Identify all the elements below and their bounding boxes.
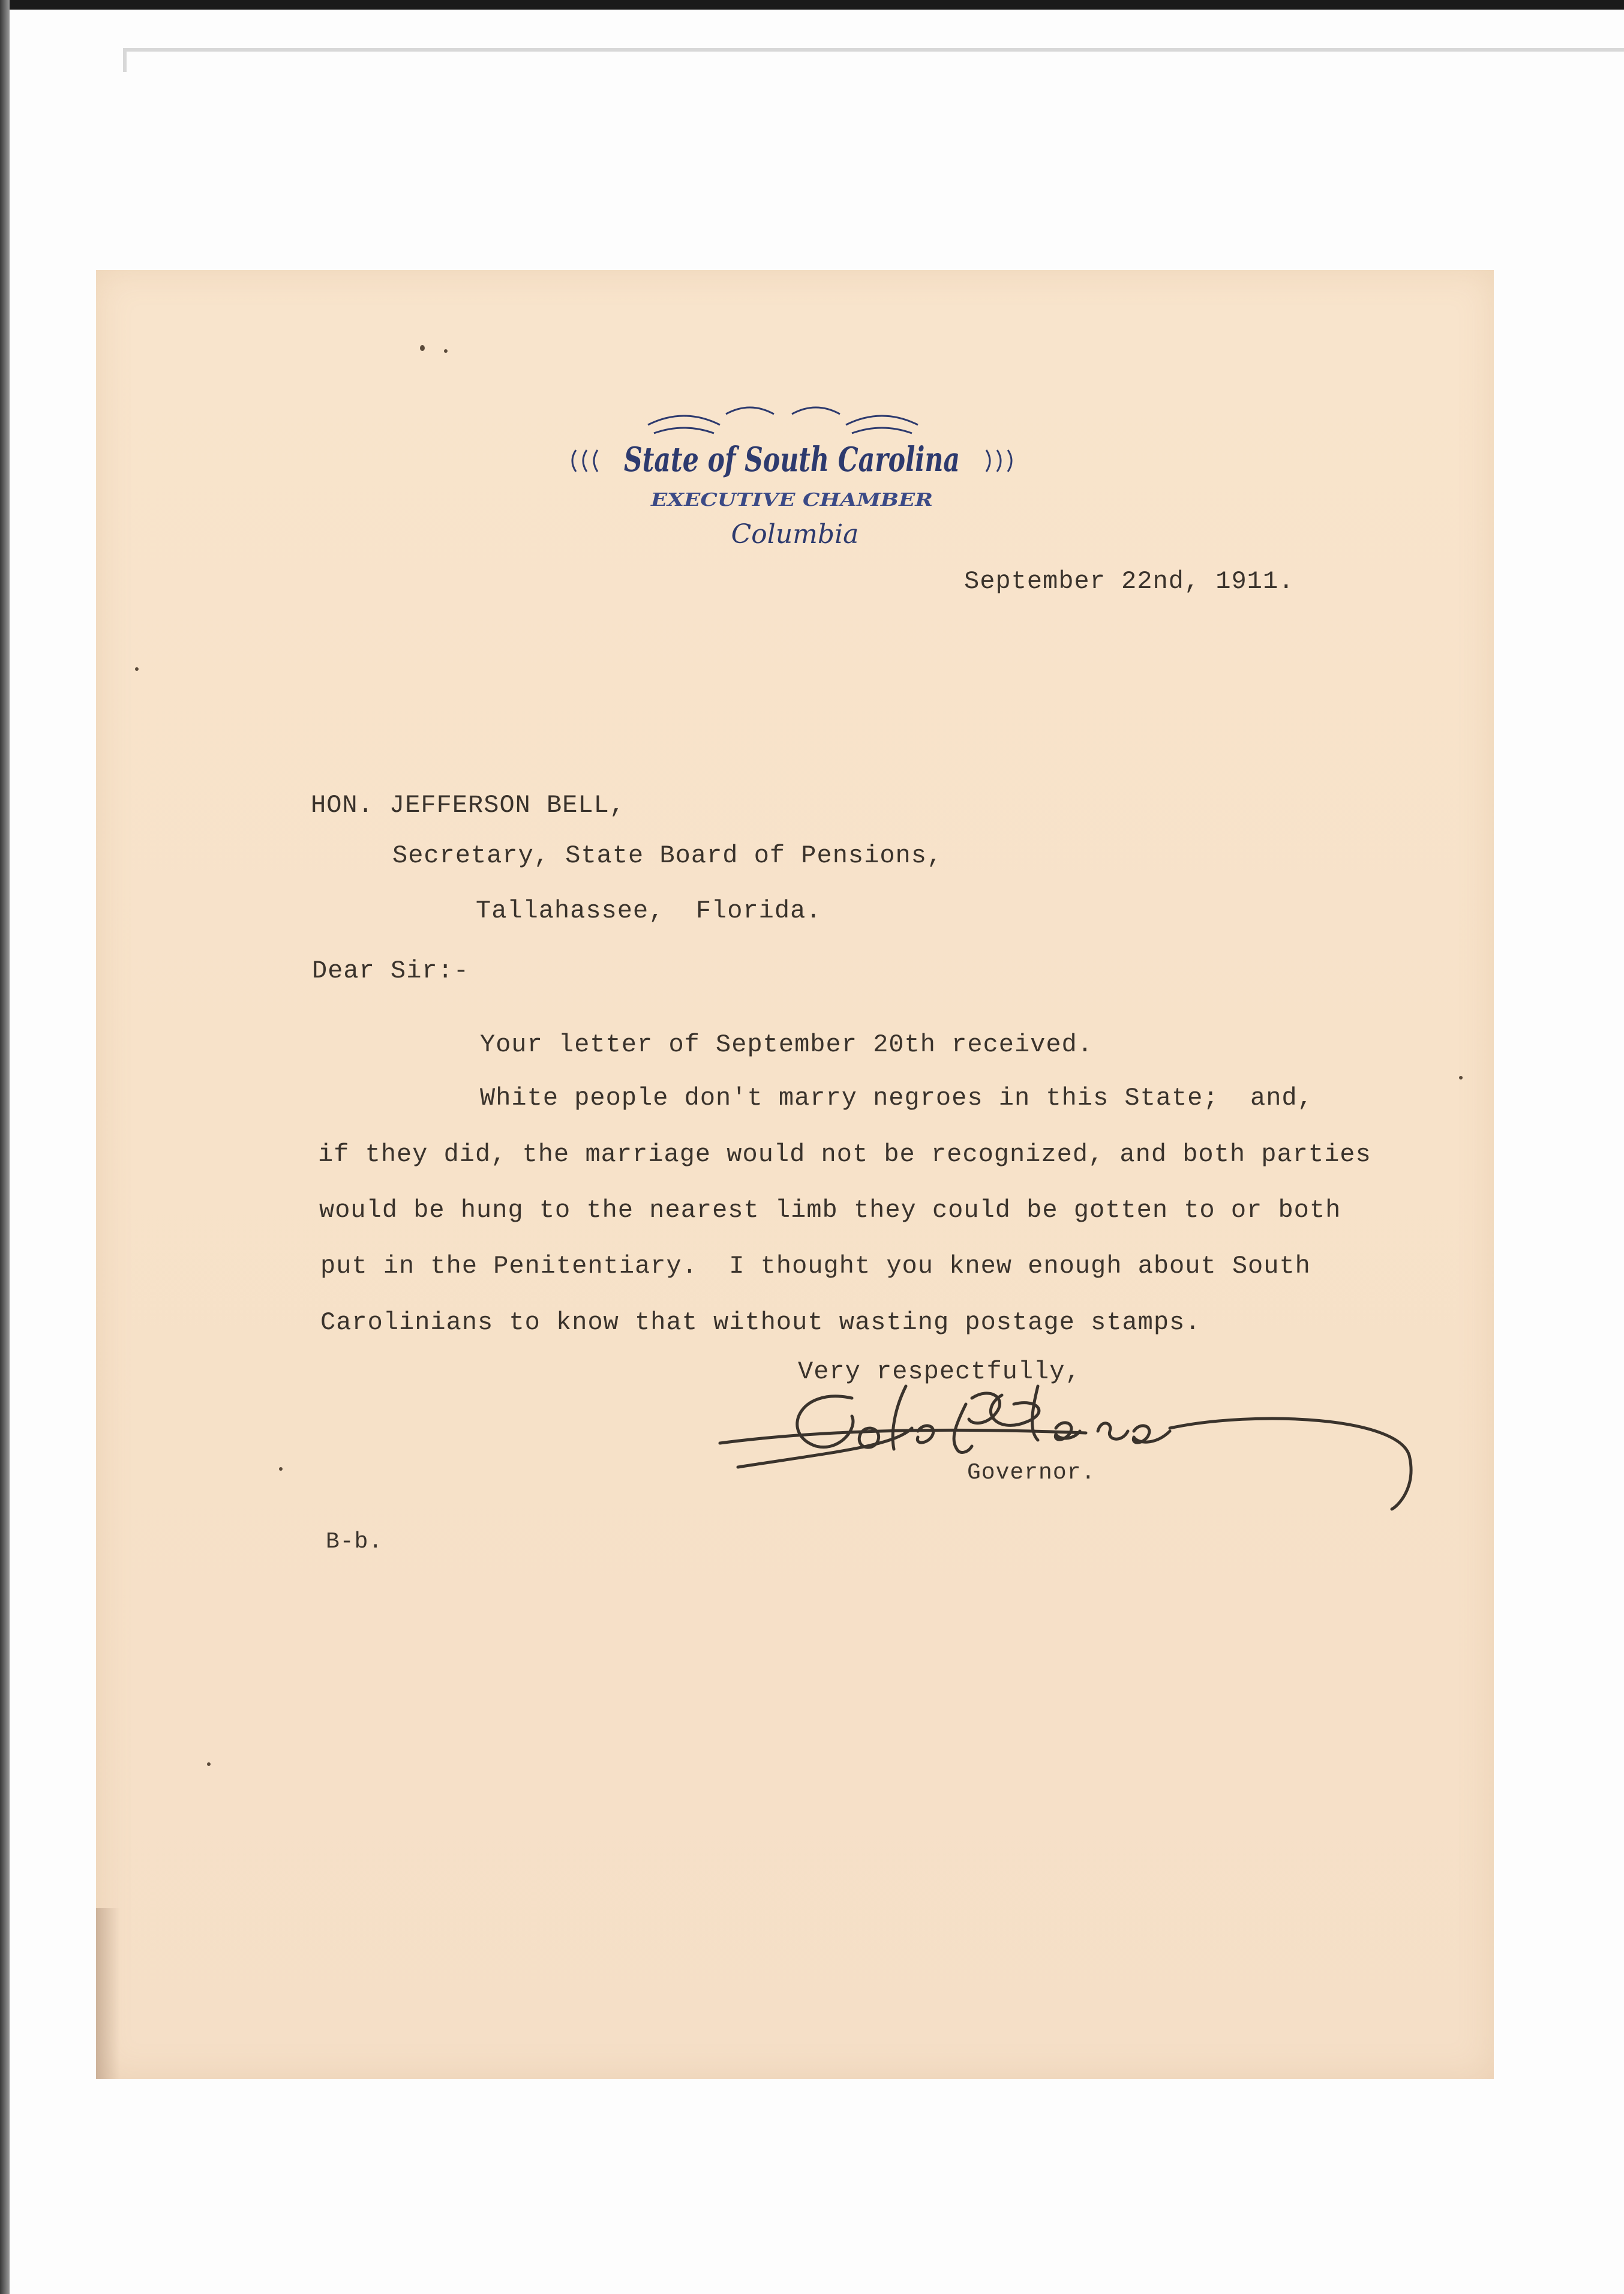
salutation: Dear Sir:- <box>312 956 470 985</box>
paper-speck <box>1459 1076 1463 1079</box>
letter-date: September 22nd, 1911. <box>964 567 1295 596</box>
body-line: Your letter of September 20th received. <box>480 1030 1093 1059</box>
recipient-name: HON. JEFFERSON BELL, <box>311 791 626 820</box>
letterhead-chamber-text: EXECUTIVE CHAMBER <box>650 490 933 511</box>
body-line: White people don't marry negroes in this State; and, <box>480 1084 1313 1112</box>
paper-speck <box>135 667 139 671</box>
letterhead-city-text: Columbia <box>731 519 859 550</box>
signature <box>714 1362 1422 1518</box>
body-line: Carolinians to know that without wasting postage stamps. <box>320 1308 1201 1337</box>
mat-border-corner <box>123 48 127 72</box>
body-line: would be hung to the nearest limb they could be gotten to or both <box>319 1196 1341 1225</box>
paper-edge-shadow <box>96 1908 120 2079</box>
paper-speck <box>207 1762 211 1766</box>
scanner-top-edge <box>0 0 1624 10</box>
recipient-title: Secretary, State Board of Pensions, <box>392 841 943 870</box>
body-line: put in the Penitentiary. I thought you knew enough about South <box>320 1252 1311 1281</box>
scanner-left-edge <box>0 0 10 2294</box>
paper-speck <box>444 349 448 353</box>
body-line: if they did, the marriage would not be recognized, and both parties <box>318 1140 1371 1169</box>
letterhead-state-text: State of South Carolina <box>624 440 960 479</box>
paper-speck <box>420 345 425 351</box>
typist-initials: B-b. <box>326 1529 383 1555</box>
letterhead-logo <box>564 390 1020 564</box>
closing: Very respectfully, <box>798 1357 1081 1386</box>
recipient-location: Tallahassee, Florida. <box>476 896 822 925</box>
signer-title: Governor. <box>967 1460 1096 1486</box>
paper-speck <box>279 1467 283 1471</box>
mat-border-line <box>123 48 1624 52</box>
